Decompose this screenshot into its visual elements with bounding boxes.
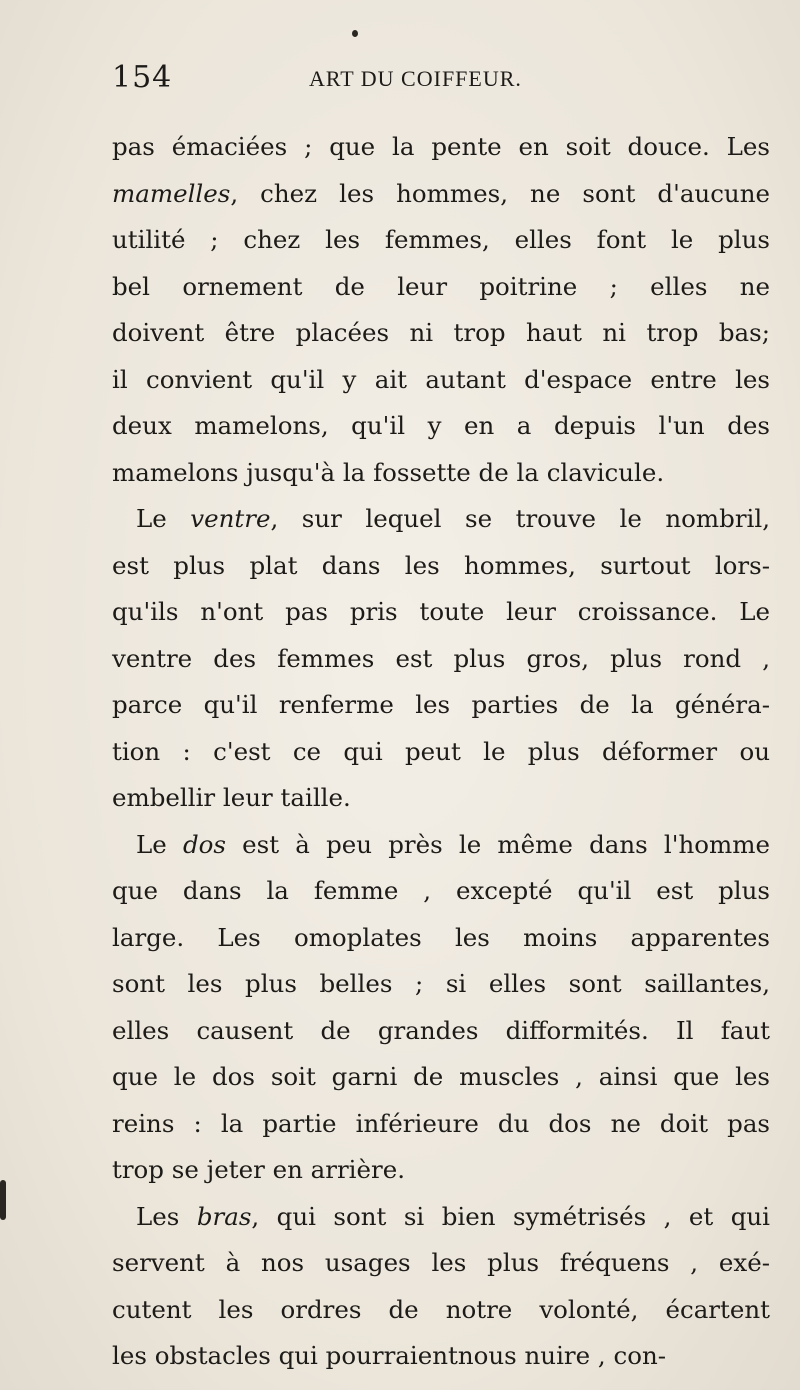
text-line: trop se jeter en arrière.	[112, 1155, 406, 1184]
page-header	[112, 60, 792, 100]
text-line: est plus plat dans les hommes, surtout lors-	[112, 550, 770, 580]
text-line: bel ornement de leur poitrine ; elles ne	[112, 271, 770, 301]
running-head: ART DU COIFFEUR.	[309, 66, 522, 91]
ink-spot	[0, 1180, 6, 1220]
text-line: il convient qu'il y ait autant d'espace entre les	[112, 364, 770, 394]
ink-spot	[352, 30, 358, 37]
text-line: qu'ils n'ont pas pris toute leur croissance. Le	[112, 597, 770, 626]
text-line: reins : la partie inférieure du dos ne doit pas	[112, 1108, 770, 1138]
italic-term: dos	[182, 829, 226, 859]
text-line: large. Les omoplates les moins apparentes	[112, 922, 770, 952]
text-line: cutent les ordres de notre volonté, écartent	[112, 1294, 770, 1324]
text-run: Le	[136, 829, 183, 859]
text-line: tion : c'est ce qui peut le plus déformer ou	[112, 736, 770, 766]
italic-term: ventre	[190, 504, 271, 533]
text-run: , chez les hommes, ne sont d'aucune	[230, 178, 770, 208]
text-line: que dans la femme , excepté qu'il est plus	[112, 876, 770, 905]
text-run: , qui sont si bien symétrisés , et qui	[251, 1201, 770, 1231]
text-line: deux mamelons, qu'il y en a depuis l'un des	[112, 411, 770, 440]
text-line: utilité ; chez les femmes, elles font le plus	[112, 225, 770, 254]
italic-term: bras	[196, 1201, 252, 1231]
text-line	[112, 496, 770, 543]
text-line: parce qu'il renferme les parties de la généra-	[112, 690, 770, 719]
text-line: ventre des femmes est plus gros, plus rond ,	[112, 643, 770, 673]
text-line: elles causent de grandes difformités. Il faut	[112, 1015, 770, 1045]
text-run: Le	[136, 504, 191, 533]
body-text	[112, 124, 770, 1380]
text-line	[112, 1194, 770, 1241]
text-run: , sur lequel se trouve le nombril,	[270, 504, 770, 533]
page-number: 154	[112, 60, 173, 95]
text-run: est à peu près le même dans l'homme	[225, 829, 770, 859]
text-line: mamelons jusqu'à la fossette de la clavicule.	[112, 457, 665, 487]
italic-term: mamelles	[112, 178, 231, 208]
text-line	[112, 822, 770, 869]
text-line: servent à nos usages les plus fréquens , exé-	[112, 1248, 770, 1277]
text-line: sont les plus belles ; si elles sont saillantes,	[112, 969, 770, 998]
text-line: que le dos soit garni de muscles , ainsi que les	[112, 1062, 770, 1091]
text-run: Les	[136, 1201, 197, 1231]
text-line: les obstacles qui pourraientnous nuire , con-	[112, 1341, 667, 1370]
text-line: doivent être placées ni trop haut ni trop bas;	[112, 318, 770, 347]
text-line: pas émaciées ; que la pente en soit douce. Les	[112, 132, 770, 161]
text-line	[112, 171, 770, 218]
text-line: embellir leur taille.	[112, 783, 351, 812]
